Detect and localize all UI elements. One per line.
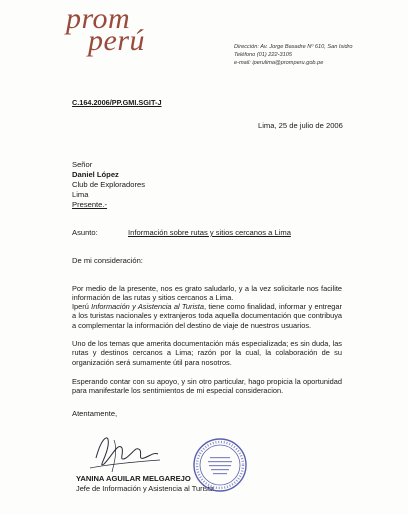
- reference-code: C.164.2006/PP.GMI.SGIT-J: [72, 98, 162, 107]
- p2-italic: Información y Asistencia al Turista: [91, 302, 204, 311]
- addressee-salutation: Señor: [72, 160, 93, 169]
- body-paragraph-3: Uno de los temas que amerita documentación más especializada; es sin duda, las rutas y destinos cercanos a Lima; razón por la cual, la colaboración de su organización será sumamente útil para nosotros.: [72, 339, 342, 367]
- contact-block: [234, 43, 353, 67]
- body-paragraph-1: Por medio de la presente, nos es grato saludarlo, y a la vez solicitarle nos facilite información de las rutas y sitios cercanos a Lima.: [72, 284, 342, 303]
- body-paragraph-2: [72, 302, 342, 330]
- body-paragraph-4: Esperando contar con su apoyo, y sin otro particular, hago propicia la oportunidad para manifestarle los sentimientos de mi especial consideracion.: [72, 377, 342, 396]
- addressee-block: [72, 160, 145, 210]
- subject-line: [72, 228, 291, 237]
- subject-label: Asunto:: [72, 228, 98, 237]
- logo-line-1: prom: [66, 2, 131, 35]
- greeting: De mi consideración:: [72, 256, 143, 265]
- addressee-organization: Club de Exploradores: [72, 180, 146, 189]
- contact-phone: Teléfono (01) 222-3105: [234, 52, 292, 58]
- official-stamp: [192, 437, 248, 493]
- promperu-logo: [66, 4, 176, 56]
- addressee-name: Daniel López: [72, 170, 119, 179]
- addressee-city: Lima: [72, 190, 89, 199]
- p2-end: , tiene como finalidad, informar y entregar a los turistas nacionales y extranjeros toda aquella documentación que contribuya a complementar la información del destino de viaje de nuestros usuarios.: [72, 302, 342, 330]
- p2-start: Iperú: [72, 302, 92, 311]
- handwritten-signature: [84, 428, 164, 476]
- signer-title: Jefe de Información y Asistencia al Turista: [76, 484, 215, 493]
- subject-text: Información sobre rutas y sitios cercanos a Lima: [128, 228, 291, 237]
- addressee-presente: Presente.-: [72, 200, 108, 209]
- logo-line-2: perú: [88, 24, 145, 57]
- contact-email: e-mail: iperulima@promperu.gob.pe: [234, 60, 324, 66]
- contact-address: Dirección: Av. Jorge Basadre Nº 610, San Isidro: [234, 44, 353, 50]
- closing: Atentamente,: [72, 409, 118, 418]
- signer-name: YANINA AGUILAR MELGAREJO: [76, 474, 191, 483]
- letter-date: Lima, 25 de julio de 2006: [258, 121, 343, 130]
